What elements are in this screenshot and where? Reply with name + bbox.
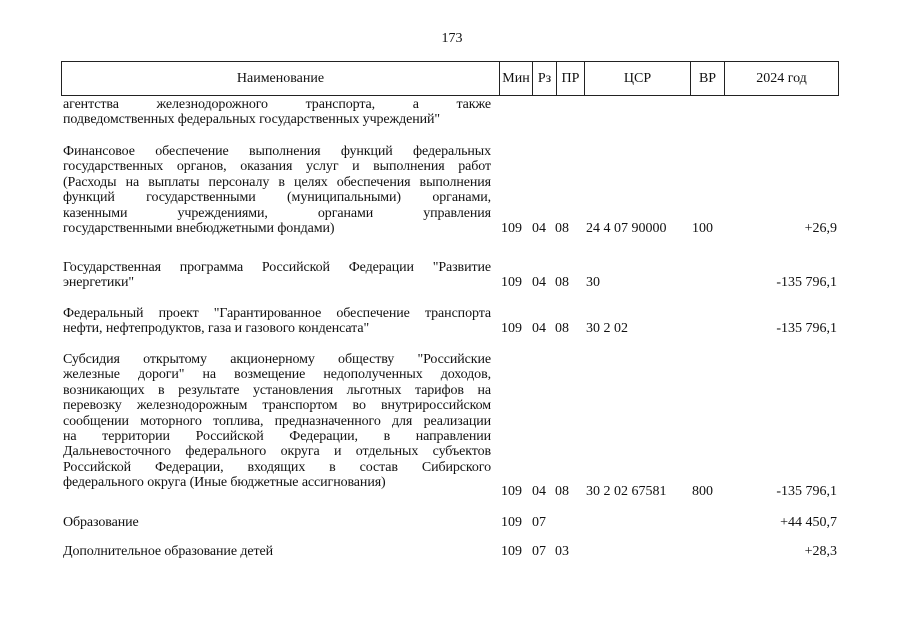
row-rz: 04 (532, 484, 546, 499)
row-name (63, 260, 491, 291)
row-csr: 30 2 02 (586, 321, 628, 336)
row-name-line: государственными внебюджетными фондами) (63, 221, 335, 237)
row-pr: 08 (555, 484, 569, 499)
header-rz: Рз (532, 62, 556, 95)
header-min: Мин (499, 62, 532, 95)
row-name-line: (Расходы на выплаты персоналу в целях обеспечения выполнения (63, 174, 491, 190)
row-name-line: федерального округа (Иные бюджетные ассигнования) (63, 475, 386, 491)
row-name-line: Федеральный проект "Гарантированное обеспечение транспорта (63, 306, 491, 321)
row-name (63, 144, 491, 236)
row-amount: -135 796,1 (776, 275, 837, 290)
row-name (63, 544, 491, 559)
row-name-line: Финансовое обеспечение выполнения функций федеральных (63, 144, 491, 159)
row-amount: -135 796,1 (776, 484, 837, 499)
row-name-line: государственных органов, оказания услуг и выполнения работ (63, 159, 491, 175)
row-name-line: агентства железнодорожного транспорта, а также (63, 97, 491, 112)
row-rz: 04 (532, 275, 546, 290)
row-name-line: Российской Федерации, входящих в состав Сибирского (63, 459, 491, 475)
row-vr: 100 (692, 221, 713, 236)
header-year: 2024 год (724, 62, 838, 95)
row-name-line: функций государственными (муниципальными) органами, (63, 190, 491, 206)
row-name-line: железные дороги" на возмещение недополученных доходов, (63, 367, 491, 383)
row-min: 109 (501, 275, 522, 290)
row-name-line: энергетики" (63, 275, 135, 291)
row-pr: 03 (555, 544, 569, 559)
row-pr: 08 (555, 221, 569, 236)
row-amount: -135 796,1 (776, 321, 837, 336)
row-name (63, 97, 491, 128)
row-amount: +26,9 (804, 221, 837, 236)
row-name-line: возникающих в результате установления льготных тарифов на (63, 382, 491, 398)
row-name-line: Дополнительное образование детей (63, 544, 273, 559)
row-pr: 08 (555, 321, 569, 336)
row-csr: 30 2 02 67581 (586, 484, 667, 499)
row-name (63, 306, 491, 337)
row-name (63, 515, 491, 530)
row-name-line: на территории Российской Федерации, в направлении (63, 429, 491, 445)
row-amount: +28,3 (804, 544, 837, 559)
header-pr: ПР (556, 62, 584, 95)
table-header (61, 61, 839, 96)
row-min: 109 (501, 221, 522, 236)
row-name-line: перевозку железнодорожным транспортом во внутрироссийском (63, 398, 491, 414)
row-rz: 04 (532, 321, 546, 336)
header-vr: ВР (690, 62, 724, 95)
row-pr: 08 (555, 275, 569, 290)
row-name-line: Дальневосточного федерального округа и отдельных субъектов (63, 444, 491, 460)
row-name-line: подведомственных федеральных государственных учреждений" (63, 112, 441, 128)
header-csr: ЦСР (584, 62, 690, 95)
row-rz: 07 (532, 515, 546, 530)
row-rz: 07 (532, 544, 546, 559)
row-name-line: нефти, нефтепродуктов, газа и газового конденсата" (63, 321, 370, 337)
row-vr: 800 (692, 484, 713, 499)
row-amount: +44 450,7 (780, 515, 837, 530)
row-min: 109 (501, 321, 522, 336)
row-name-line: Субсидия открытому акционерному обществу "Российские (63, 352, 491, 367)
row-min: 109 (501, 515, 522, 530)
row-rz: 04 (532, 221, 546, 236)
row-name (63, 352, 491, 491)
row-name-line: сообщении моторного топлива, предназначенного для реализации (63, 413, 491, 429)
row-name-line: казенными учреждениями, органами управления (63, 205, 491, 221)
row-csr: 30 (586, 275, 600, 290)
row-min: 109 (501, 484, 522, 499)
page-number: 173 (441, 31, 463, 46)
header-name: Наименование (236, 71, 325, 86)
row-name-line: Государственная программа Российской Федерации "Развитие (63, 260, 491, 275)
row-min: 109 (501, 544, 522, 559)
row-csr: 24 4 07 90000 (586, 221, 667, 236)
row-name-line: Образование (63, 515, 139, 530)
